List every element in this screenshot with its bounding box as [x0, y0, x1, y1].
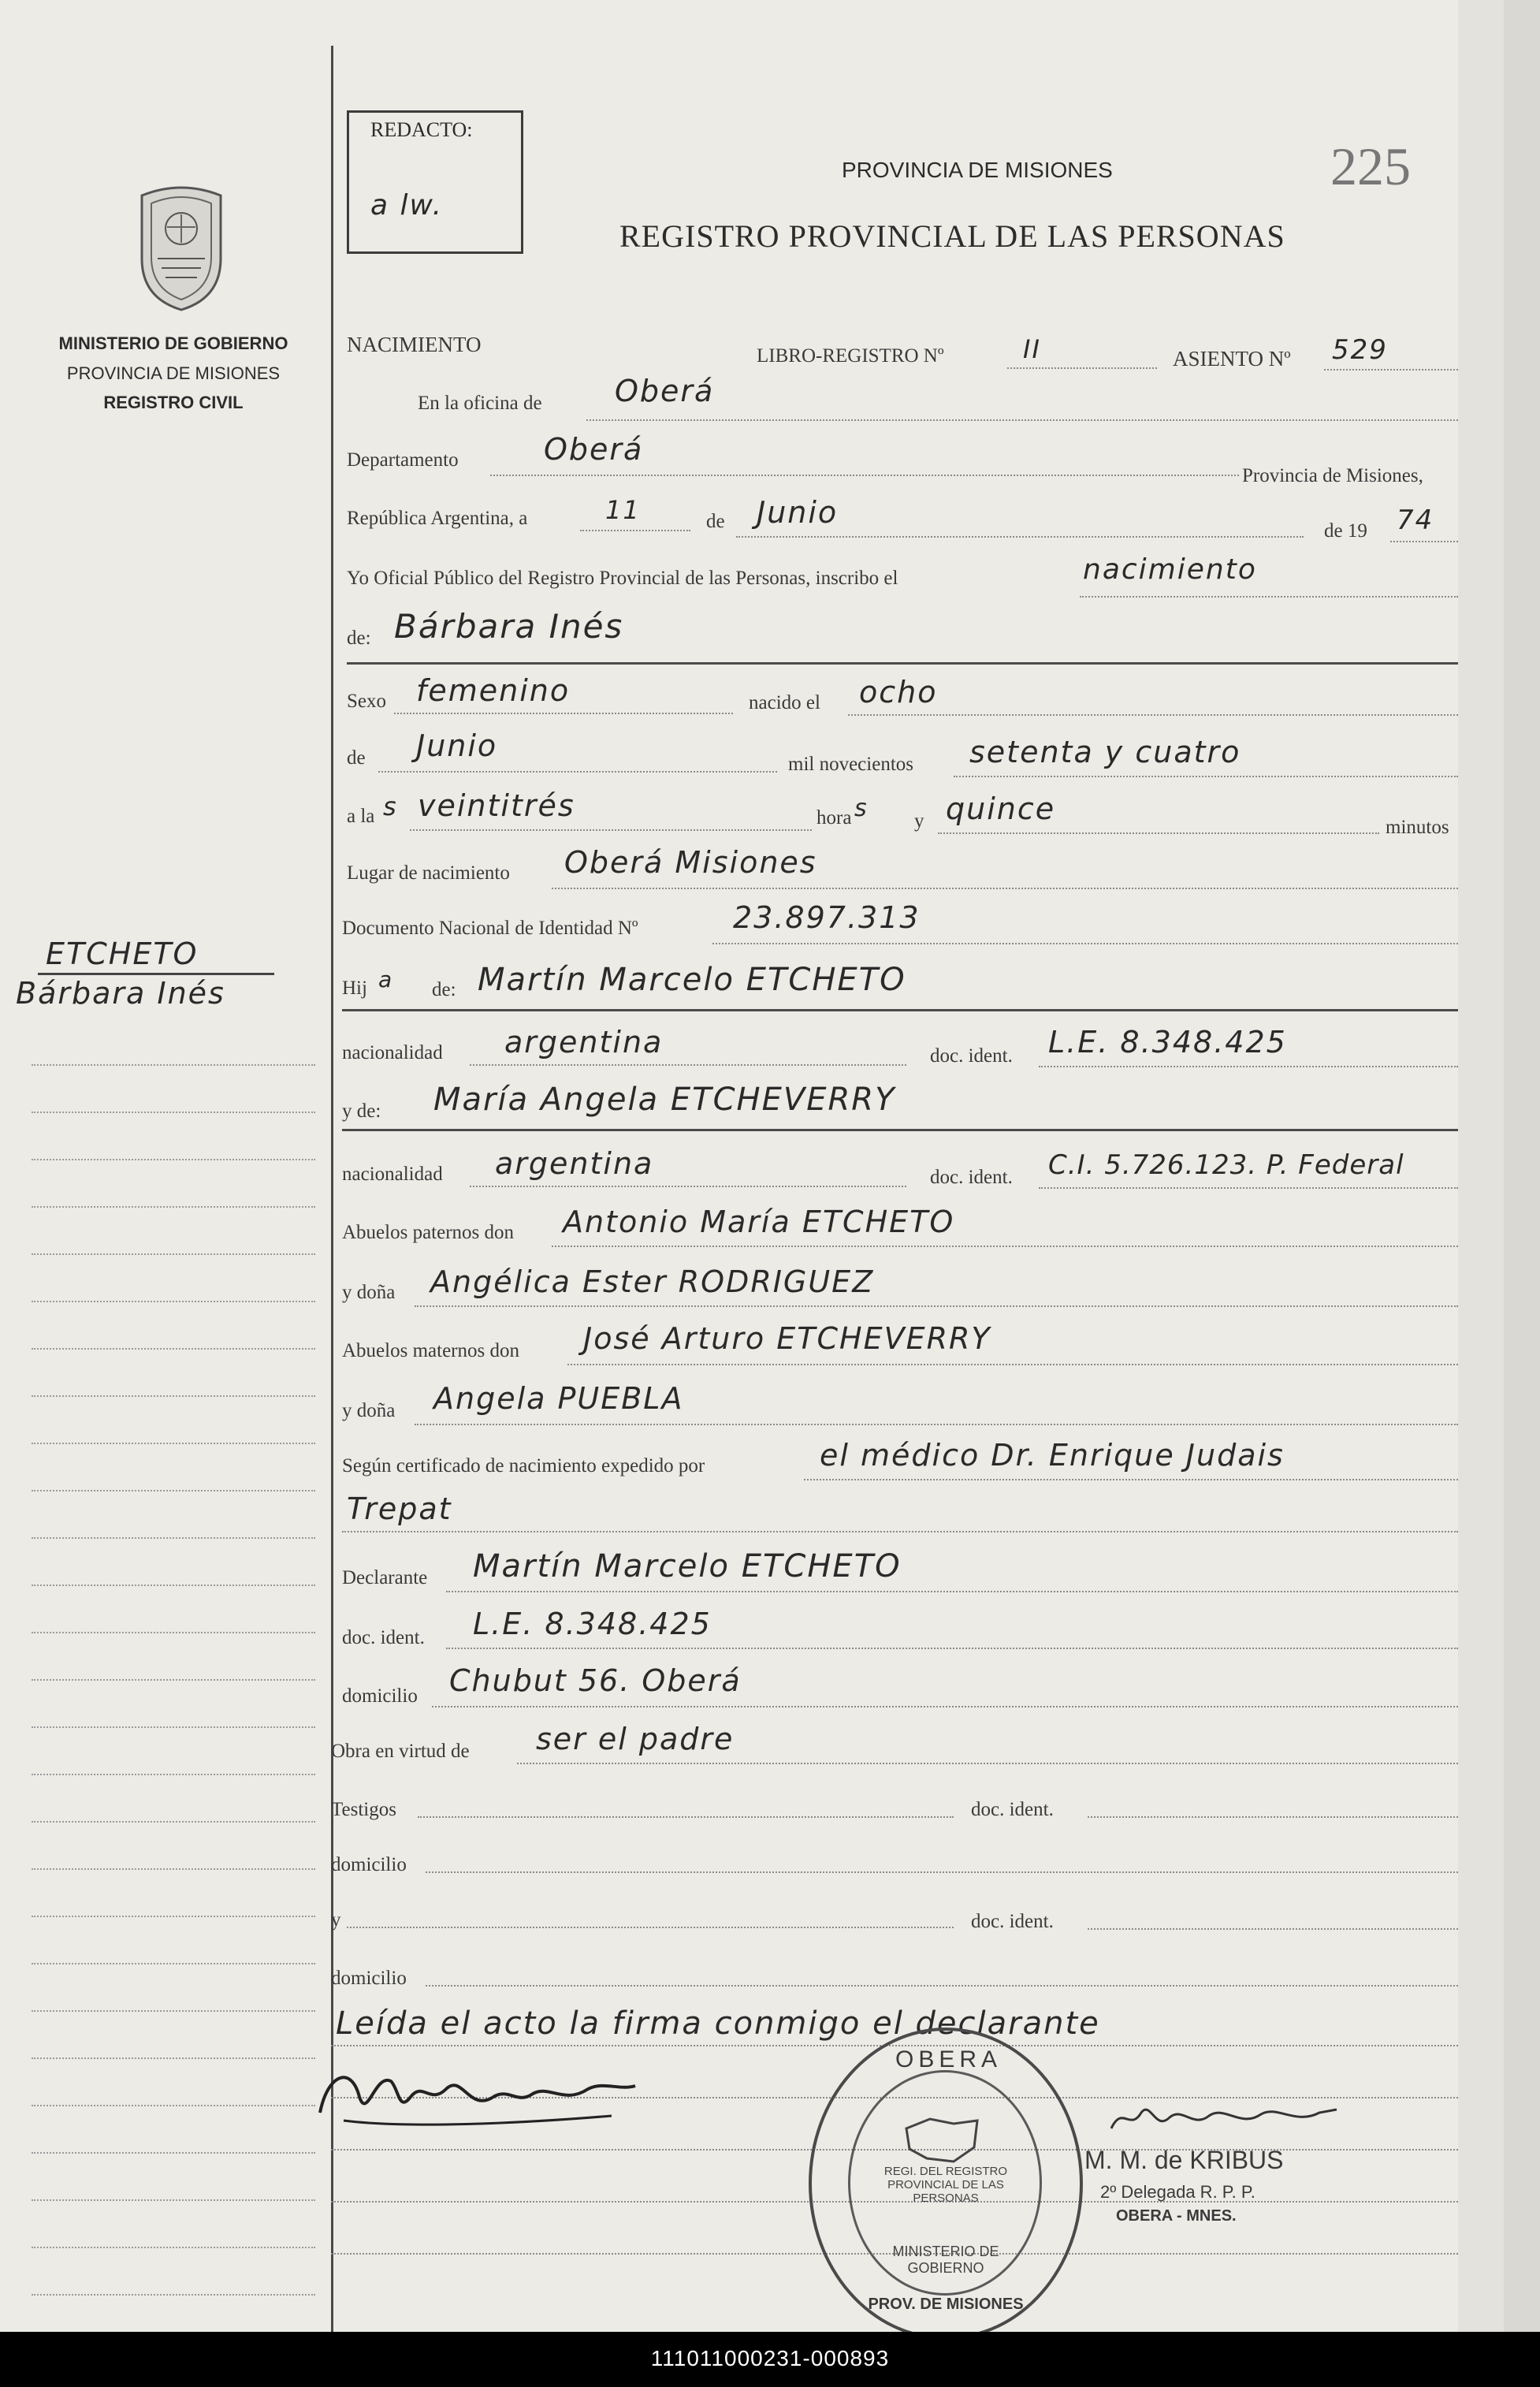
testigo2-doc-line — [1088, 1928, 1458, 1930]
asiento-label: ASIENTO Nº — [1173, 347, 1291, 371]
dni-value: 23.897.313 — [733, 900, 921, 935]
margin-line — [32, 1821, 315, 1823]
margin-line — [32, 1159, 315, 1160]
minutos-value: quince — [946, 791, 1056, 826]
obra-label: Obra en virtud de — [331, 1741, 470, 1762]
margin-line — [32, 2247, 315, 2248]
abuela-paterna-value: Angélica Ester RODRIGUEZ — [430, 1264, 875, 1299]
sexo-value: femenino — [416, 673, 571, 708]
year-line — [1390, 541, 1458, 542]
domicilio-value: Chubut 56. Oberá — [449, 1663, 742, 1698]
abuelo-paterno-line — [552, 1246, 1458, 1247]
seal-map-icon — [898, 2113, 985, 2168]
margin-line — [32, 2105, 315, 2106]
abuela-paterna-label: y doña — [342, 1282, 396, 1303]
decl-doc-line — [446, 1648, 1458, 1649]
nacido-mes-value: Junio — [416, 728, 498, 763]
lugar-line — [552, 888, 1458, 889]
margin-line — [32, 1301, 315, 1302]
day-value: 11 — [605, 495, 641, 525]
domicilio-label: domicilio — [342, 1685, 418, 1707]
coat-of-arms-icon — [126, 180, 236, 314]
testigos-line — [418, 1816, 954, 1818]
margin-line — [32, 1206, 315, 1208]
hora-label: hora — [816, 807, 852, 829]
obra-line — [517, 1763, 1458, 1764]
abuelos-maternos-label: Abuelos maternos don — [342, 1340, 519, 1361]
margin-line — [32, 1916, 315, 1917]
padre-value: Martín Marcelo ETCHETO — [478, 962, 906, 998]
departamento-value: Oberá — [544, 432, 644, 467]
month-value: Junio — [757, 495, 839, 530]
segun-value-cont: Trepat — [347, 1491, 452, 1526]
libro-line — [1007, 367, 1157, 369]
departamento-line — [490, 475, 1239, 476]
margin-line — [32, 1490, 315, 1491]
obra-value: ser el padre — [536, 1722, 735, 1756]
testigo1-domicilio-line — [426, 1871, 1458, 1873]
testigo2-y-label: y — [331, 1909, 341, 1931]
margin-names: Bárbara Inés — [16, 976, 225, 1011]
declarant-signature-icon — [312, 2042, 643, 2136]
margin-line — [32, 1537, 315, 1539]
seal-bottom-text: PROV. DE MISIONES — [868, 2296, 1024, 2313]
abuelo-materno-line — [567, 1364, 1458, 1365]
oficina-label: En la oficina de — [418, 393, 542, 414]
page-number: 225 — [1330, 136, 1411, 196]
margin-underline — [38, 973, 274, 975]
declarante-label: Declarante — [342, 1567, 428, 1588]
madre-doc-label: doc. ident. — [930, 1167, 1013, 1188]
libro-label: LIBRO-REGISTRO Nº — [757, 345, 944, 367]
segun-line-2 — [342, 1531, 1458, 1532]
segun-line — [804, 1479, 1458, 1480]
footer-code: 111011000231-000893 — [650, 2346, 890, 2370]
header-province: PROVINCIA DE MISIONES — [842, 158, 1113, 182]
decl-doc-label: doc. ident. — [342, 1627, 425, 1648]
asiento-value: 529 — [1332, 334, 1388, 366]
month-line — [736, 536, 1304, 538]
sexo-line — [394, 713, 733, 714]
margin-line — [32, 1868, 315, 1870]
margin-line — [32, 1679, 315, 1681]
testigo1-domicilio-label: domicilio — [331, 1854, 407, 1875]
dni-label: Documento Nacional de Identidad Nº — [342, 918, 638, 939]
nacido-mes-line — [378, 771, 777, 773]
padre-nac-line — [470, 1064, 906, 1066]
madre-nac-line — [470, 1186, 906, 1187]
decl-doc-value: L.E. 8.348.425 — [473, 1607, 712, 1641]
nacido-line — [848, 714, 1458, 716]
abuelo-materno-value: José Arturo ETCHEVERRY — [583, 1321, 991, 1356]
hij-label: Hij — [342, 978, 367, 999]
margin-line — [32, 2294, 315, 2296]
lugar-label: Lugar de nacimiento — [347, 862, 510, 884]
margin-line — [32, 1585, 315, 1586]
a-las-label: a la — [347, 806, 375, 827]
domicilio-line — [432, 1706, 1458, 1707]
official-role: 2º Delegada R. P. P. — [1100, 2182, 1255, 2202]
sexo-label: Sexo — [347, 691, 386, 712]
margin-line — [32, 1064, 315, 1066]
margin-line — [32, 1726, 315, 1728]
official-signature-icon — [1107, 2097, 1343, 2144]
madre-nac-label: nacionalidad — [342, 1164, 443, 1185]
year-prefix: de 19 — [1324, 520, 1367, 542]
abuela-materna-value: Angela PUEBLA — [433, 1381, 684, 1416]
hij-de-label: de: — [432, 979, 456, 1000]
segun-value: el médico Dr. Enrique Judais — [820, 1438, 1285, 1473]
nombre-underline — [347, 662, 1458, 665]
de3-label: de — [347, 747, 366, 769]
document-title: REGISTRO PROVINCIAL DE LAS PERSONAS — [619, 218, 1285, 254]
declarante-line — [446, 1591, 1458, 1592]
page-edge — [1458, 0, 1504, 2332]
testigo2-domicilio-line — [426, 1985, 1458, 1987]
margin-line — [32, 1632, 315, 1633]
declarante-value: Martín Marcelo ETCHETO — [473, 1548, 902, 1585]
horas-line — [410, 829, 812, 831]
official-name: M. M. de KRIBUS — [1084, 2146, 1284, 2174]
madre-underline — [342, 1129, 1458, 1131]
nacido-value: ocho — [859, 675, 938, 709]
ministry-label: MINISTERIO DE GOBIERNO — [58, 333, 288, 353]
nombre-label: de: — [347, 627, 371, 649]
page-edge-outer — [1504, 0, 1540, 2332]
margin-line — [32, 2199, 315, 2201]
a-las-suffix: s — [383, 791, 398, 821]
testigo2-line — [347, 1927, 954, 1928]
mil-value: setenta y cuatro — [969, 735, 1241, 769]
inscribo-line — [1080, 596, 1458, 598]
hij-suffix: a — [378, 966, 394, 992]
margin-line — [32, 2057, 315, 2059]
abuelo-paterno-value: Antonio María ETCHETO — [563, 1205, 955, 1239]
margin-line — [32, 2152, 315, 2154]
nombre-value: Bárbara Inés — [394, 607, 624, 646]
oficina-value: Oberá — [615, 374, 715, 408]
seal-mid-text: MINISTERIO DE GOBIERNO — [892, 2244, 999, 2276]
margin-line — [32, 2010, 315, 2012]
margin-line — [32, 1253, 315, 1255]
margin-line — [32, 1443, 315, 1444]
y-label: y — [914, 810, 924, 832]
padre-doc-label: doc. ident. — [930, 1045, 1013, 1067]
margin-line — [32, 1774, 315, 1775]
day-line — [580, 530, 690, 531]
padre-nac-value: argentina — [504, 1025, 664, 1059]
leida-text: Leída el acto la firma conmigo el declarante — [336, 2005, 1100, 2042]
official-place: OBERA - MNES. — [1116, 2207, 1237, 2225]
mil-label: mil novecientos — [788, 754, 913, 775]
minutos-line — [938, 832, 1379, 834]
padre-doc-value: L.E. 8.348.425 — [1048, 1025, 1287, 1059]
inscribo-value: nacimiento — [1083, 553, 1257, 586]
madre-nac-value: argentina — [495, 1146, 654, 1181]
margin-line — [32, 1348, 315, 1350]
padre-underline — [342, 1009, 1458, 1011]
testigo1-doc-line — [1088, 1816, 1458, 1818]
abuelos-paternos-label: Abuelos paternos don — [342, 1222, 515, 1243]
lugar-value: Oberá Misiones — [564, 845, 817, 880]
testigos-label: Testigos — [331, 1799, 396, 1820]
testigo2-doc-label: doc. ident. — [971, 1911, 1054, 1932]
hora-suffix: s — [854, 795, 869, 822]
margin-line — [32, 1963, 315, 1964]
testigo2-domicilio-label: domicilio — [331, 1968, 407, 1989]
margin-line — [32, 1395, 315, 1397]
republica-label: República Argentina, a — [347, 508, 528, 529]
de-label: de — [706, 511, 725, 532]
nacido-label: nacido el — [749, 692, 820, 713]
testigo1-doc-label: doc. ident. — [971, 1799, 1054, 1820]
margin-surname: ETCHETO — [46, 937, 199, 971]
abuela-paterna-line — [415, 1305, 1458, 1307]
redacto-value: a lw. — [370, 189, 444, 222]
year-value: 74 — [1397, 505, 1434, 536]
padre-nac-label: nacionalidad — [342, 1042, 443, 1063]
segun-label: Según certificado de nacimiento expedido por — [342, 1455, 705, 1477]
minutos-label: minutos — [1386, 817, 1449, 838]
padre-doc-line — [1039, 1066, 1458, 1067]
horas-value: veintitrés — [418, 788, 575, 823]
mil-line — [954, 776, 1458, 777]
oficina-line — [586, 419, 1458, 421]
record-type-label: NACIMIENTO — [347, 333, 482, 356]
seal-ring-text: REGI. DEL REGISTRO PROVINCIAL DE LAS PERSONAS — [883, 2165, 1008, 2205]
asiento-line — [1324, 369, 1458, 371]
oficial-text: Yo Oficial Público del Registro Provincial de las Personas, inscribo el — [347, 568, 898, 589]
seal-top-text: OBERA — [895, 2046, 1002, 2072]
dni-line — [712, 943, 1458, 944]
provincia-suffix: Provincia de Misiones, — [1242, 465, 1423, 486]
yde-label: y de: — [342, 1100, 381, 1122]
registry-label: REGISTRO CIVIL — [103, 393, 244, 412]
redacto-label: REDACTO: — [370, 118, 473, 141]
sidebar-province-label: PROVINCIA DE MISIONES — [66, 363, 281, 383]
madre-doc-line — [1039, 1187, 1458, 1189]
libro-value: II — [1023, 334, 1041, 364]
margin-line — [32, 1112, 315, 1113]
madre-value: María Angela ETCHEVERRY — [433, 1082, 896, 1118]
abuela-materna-line — [415, 1424, 1458, 1425]
madre-doc-value: C.I. 5.726.123. P. Federal — [1048, 1149, 1404, 1181]
abuela-materna-label: y doña — [342, 1400, 396, 1421]
departamento-label: Departamento — [347, 449, 459, 471]
